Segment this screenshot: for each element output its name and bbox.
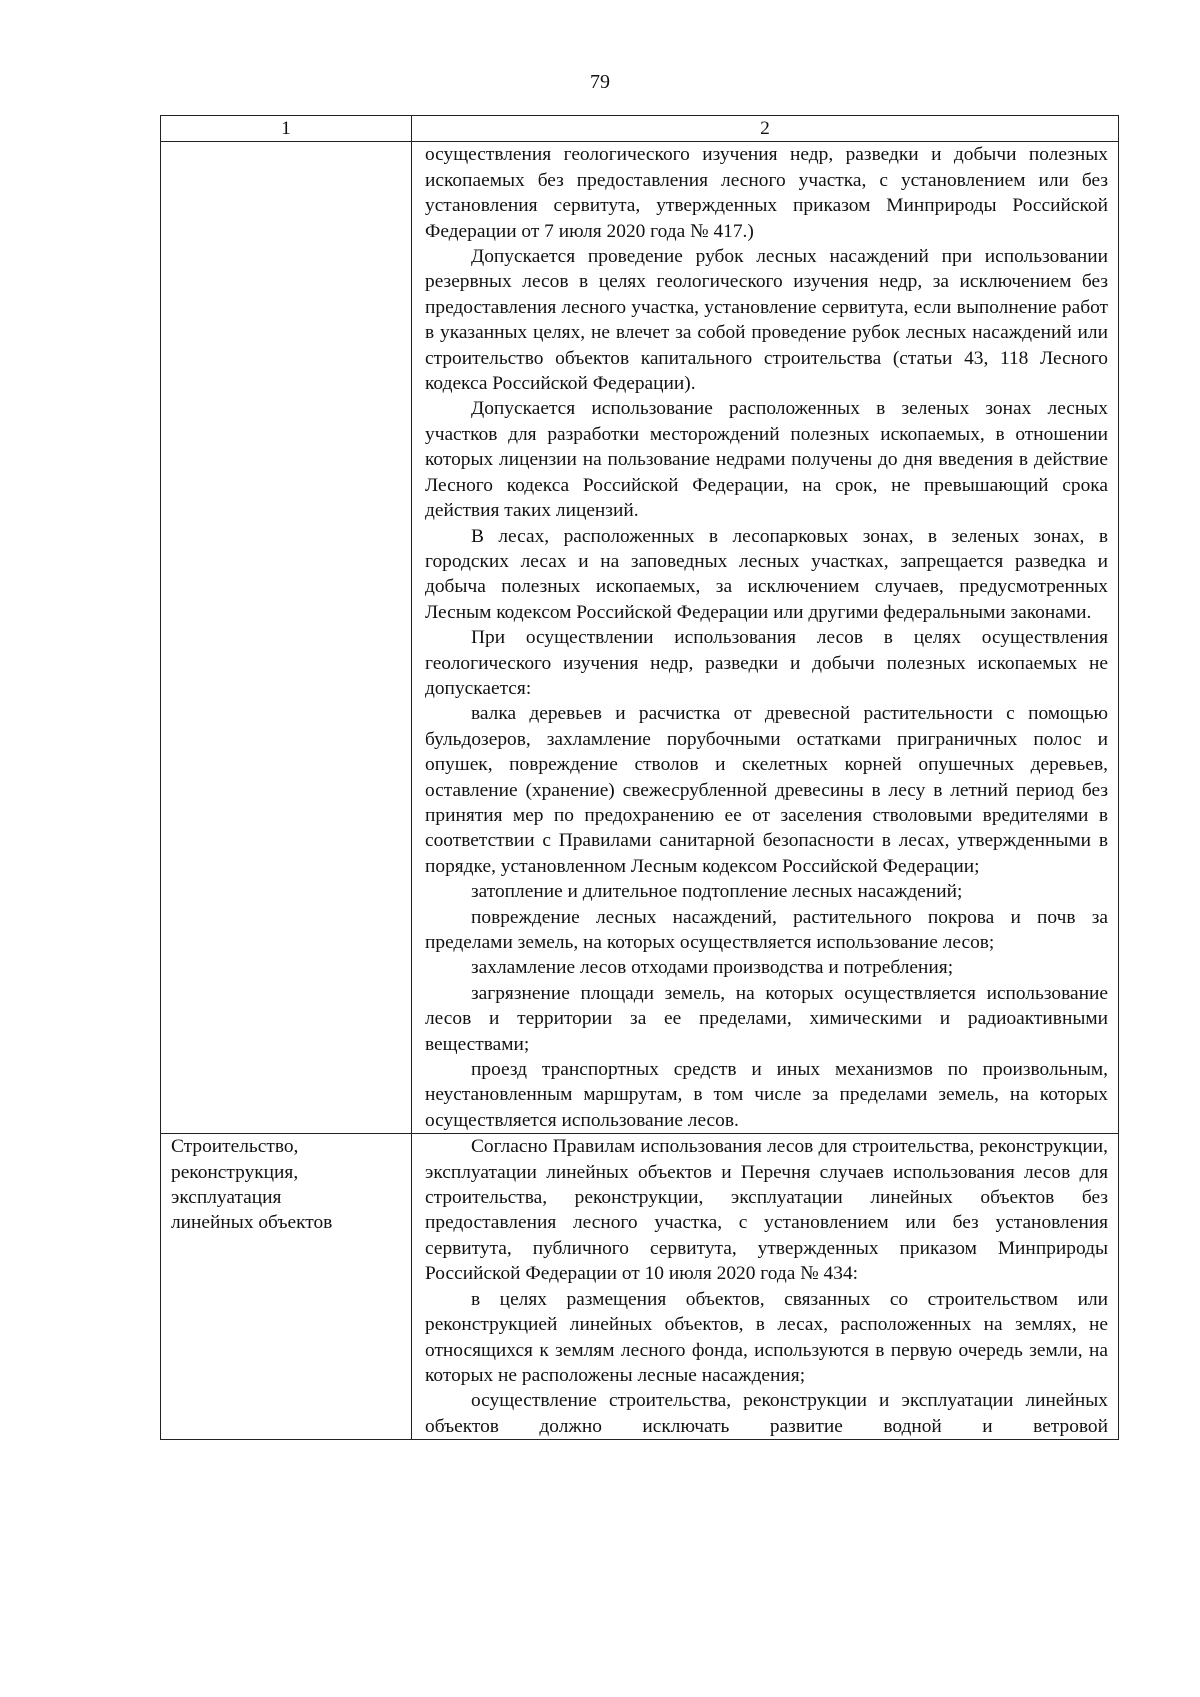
table-header-row	[161, 116, 1119, 142]
column-header-1: 1	[161, 116, 412, 142]
paragraph: Допускается проведение рубок лесных насаждений при использовании резервных лесов в целях геологического изучения недр, за исключением без предоставления лесного участка, установление сервитута, если выполнение работ в указанных целях, не влечет за собой проведение рубок лесных насаждений или строительство объектов капитального строительства (статьи 43, 118 Лесного кодекса Российской Федерации).	[425, 246, 1108, 395]
table-row	[161, 142, 1119, 1134]
row-category-cell	[161, 142, 412, 1134]
row-content-cell	[412, 142, 1119, 1134]
document-table	[160, 115, 1119, 1440]
paragraph: повреждение лесных насаждений, растительного покрова и почв за пределами земель, на которых осуществляется использование лесов;	[425, 906, 1108, 953]
paragraph: валка деревьев и расчистка от древесной растительности с помощью бульдозеров, захламление порубочными остатками приграничных полос и опушек, повреждение стволов и скелетных корней опушечных деревьев, оставление (хранение) свежесрубленной древесины в лесу в летний период без принятия мер по предохранению ее от заселения стволовыми вредителями в соответствии с Правилами санитарной безопасности в лесах, утвержденными в порядке, установленном Лесным кодексом Российской Федерации;	[425, 703, 1108, 877]
paragraph: осуществление строительства, реконструкции и эксплуатации линейных объектов должно исключать развитие водной и ветровой	[425, 1390, 1108, 1437]
paragraph: Согласно Правилам использования лесов для строительства, реконструкции, эксплуатации линейных объектов и Перечня случаев использования лесов для строительства, реконструкции, эксплуатации линейных объектов без предоставления лесного участка, с установлением или без установления сервитута, публичного сервитута, утвержденных приказом Минприроды Российской Федерации от 10 июля 2020 года № 434:	[425, 1136, 1108, 1285]
paragraph: затопление и длительное подтопление лесных насаждений;	[471, 881, 963, 903]
row-category-cell	[161, 1134, 412, 1440]
category-line: линейных объектов	[171, 1212, 333, 1234]
paragraph: осуществления геологического изучения недр, разведки и добычи полезных ископаемых без предоставления лесного участка, с установлением или без установления сервитута, утвержденных приказом Минприроды Российской Федерации от 7 июля 2020 года № 417.)	[425, 144, 1108, 242]
category-line: Строительство,	[171, 1136, 299, 1158]
row-content-cell	[412, 1134, 1119, 1440]
paragraph: проезд транспортных средств и иных механизмов по произвольным, неустановленным маршрутам, в том числе за пределами земель, на которых осуществляется использование лесов.	[425, 1059, 1108, 1131]
column-header-2: 2	[412, 116, 1119, 142]
table-row	[161, 1134, 1119, 1440]
paragraph: в целях размещения объектов, связанных со строительством или реконструкцией линейных объектов, в лесах, расположенных на землях, не относящихся к землям лесного фонда, используются в первую очередь земли, на которых не расположены лесные насаждения;	[425, 1288, 1108, 1386]
paragraph: загрязнение площади земель, на которых осуществляется использование лесов и территории за ее пределами, химическими и радиоактивными веществами;	[425, 982, 1108, 1055]
paragraph: При осуществлении использования лесов в целях осуществления геологического изучения недр, разведки и добычи полезных ископаемых не допускается:	[425, 627, 1108, 699]
category-line: реконструкция,	[171, 1161, 299, 1183]
paragraph: В лесах, расположенных в лесопарковых зонах, в зеленых зонах, в городских лесах и на заповедных лесных участках, запрещается разведка и добыча полезных ископаемых, за исключением случаев, предусмотренных Лесным кодексом Российской Федерации или другими федеральными законами.	[425, 525, 1108, 623]
page-number: 79	[590, 71, 610, 93]
category-line: эксплуатация	[171, 1187, 282, 1209]
paragraph: захламление лесов отходами производства и потребления;	[471, 957, 954, 979]
paragraph: Допускается использование расположенных в зеленых зонах лесных участков для разработки месторождений полезных ископаемых, в отношении которых лицензии на пользование недрами получены до дня введения в действие Лесного кодекса Российской Федерации, на срок, не превышающий срока действия таких лицензий.	[425, 398, 1108, 522]
